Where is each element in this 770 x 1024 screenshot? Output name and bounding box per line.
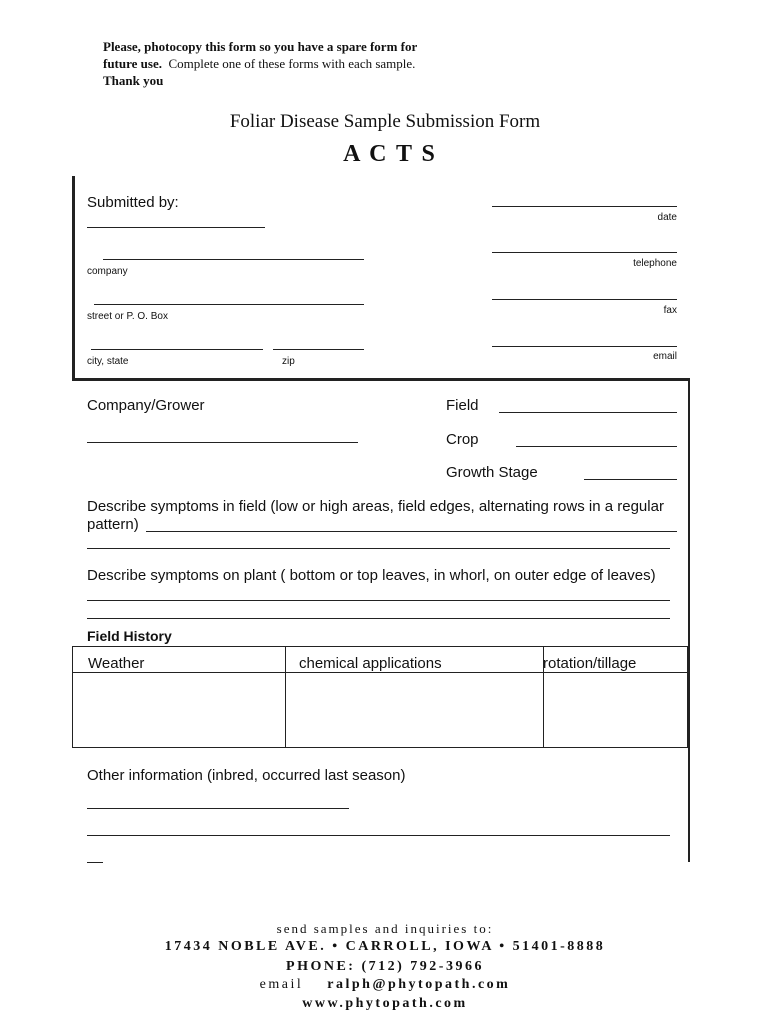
symptoms-plant-label: Describe symptoms on plant ( bottom or top leaves, in whorl, on outer edge of leaves)	[87, 567, 656, 584]
weather-cell[interactable]	[73, 673, 285, 747]
footer-email	[0, 977, 770, 993]
rotation-tillage-cell[interactable]	[544, 673, 687, 747]
date-label: date	[657, 212, 677, 223]
other-information-line-2[interactable]	[87, 835, 670, 836]
growth-stage-label: Growth Stage	[446, 464, 538, 481]
photocopy-notice-complete: Complete one of these forms with each sample.	[168, 56, 416, 71]
telephone-line[interactable]	[492, 252, 677, 253]
symptoms-plant-line-1[interactable]	[87, 600, 670, 601]
telephone-label: telephone	[633, 258, 677, 269]
symptoms-field-line-1[interactable]	[146, 531, 677, 532]
email-label: email	[653, 351, 677, 362]
footer-address: 17434 NOBLE AVE. • CARROLL, IOWA • 51401-8888	[164, 939, 606, 954]
field-line[interactable]	[499, 412, 677, 413]
photocopy-notice-line2	[103, 55, 415, 72]
email-line[interactable]	[492, 346, 677, 347]
send-samples-label: send samples and inquiries to:	[276, 921, 494, 936]
photocopy-notice-thanks: Thank you	[103, 73, 164, 88]
field-history-table	[72, 646, 688, 748]
field-history-heading: Field History	[87, 628, 172, 644]
chemical-applications-column-header: chemical applications	[299, 655, 442, 672]
footer-email-label: email	[259, 977, 304, 992]
zip-label: zip	[282, 356, 295, 367]
company-grower-label: Company/Grower	[87, 397, 205, 414]
fax-label: fax	[663, 305, 677, 316]
city-state-label: city, state	[87, 356, 129, 367]
field-label: Field	[446, 397, 479, 414]
crop-label: Crop	[446, 431, 479, 448]
zip-line[interactable]	[273, 349, 364, 350]
street-line[interactable]	[94, 304, 364, 305]
symptoms-plant-line-2[interactable]	[87, 618, 670, 619]
footer-email-address[interactable]: ralph@phytopath.com	[327, 977, 511, 992]
chemical-applications-cell[interactable]	[286, 673, 543, 747]
form-right-border	[688, 378, 690, 862]
form-title: Foliar Disease Sample Submission Form	[229, 111, 541, 132]
other-information-line-1[interactable]	[87, 808, 349, 809]
date-line[interactable]	[492, 206, 677, 207]
city-state-line[interactable]	[91, 349, 263, 350]
company-line[interactable]	[103, 259, 364, 260]
street-label: street or P. O. Box	[87, 311, 168, 322]
photocopy-notice-line1: Please, photocopy this form so you have a spare form for	[103, 39, 418, 54]
submitted-by-line[interactable]	[87, 227, 265, 228]
symptoms-field-label: Describe symptoms in field (low or high areas, field edges, alternating rows in a regular	[87, 498, 664, 515]
weather-column-header: Weather	[88, 655, 145, 672]
footer-website[interactable]: www.phytopath.com	[302, 996, 468, 1011]
submitted-by-label: Submitted by:	[87, 194, 179, 211]
fax-line[interactable]	[492, 299, 677, 300]
rotation-tillage-column-header: rotation/tillage	[543, 655, 637, 672]
company-label: company	[87, 266, 128, 277]
submitter-box-bottom-border	[72, 378, 690, 381]
crop-line[interactable]	[516, 446, 677, 447]
other-information-label: Other information (inbred, occurred last season)	[87, 767, 406, 784]
company-grower-line[interactable]	[87, 442, 358, 443]
symptoms-field-pattern-label: pattern)	[87, 516, 139, 533]
submitter-box-left-border	[72, 176, 75, 380]
growth-stage-line[interactable]	[584, 479, 677, 480]
other-information-line-3[interactable]	[87, 862, 103, 863]
photocopy-notice-future-use: future use.	[103, 56, 162, 71]
footer-phone: PHONE: (712) 792-3966	[286, 959, 484, 974]
symptoms-field-line-2[interactable]	[87, 548, 670, 549]
form-subtitle: A C T S	[343, 141, 437, 167]
